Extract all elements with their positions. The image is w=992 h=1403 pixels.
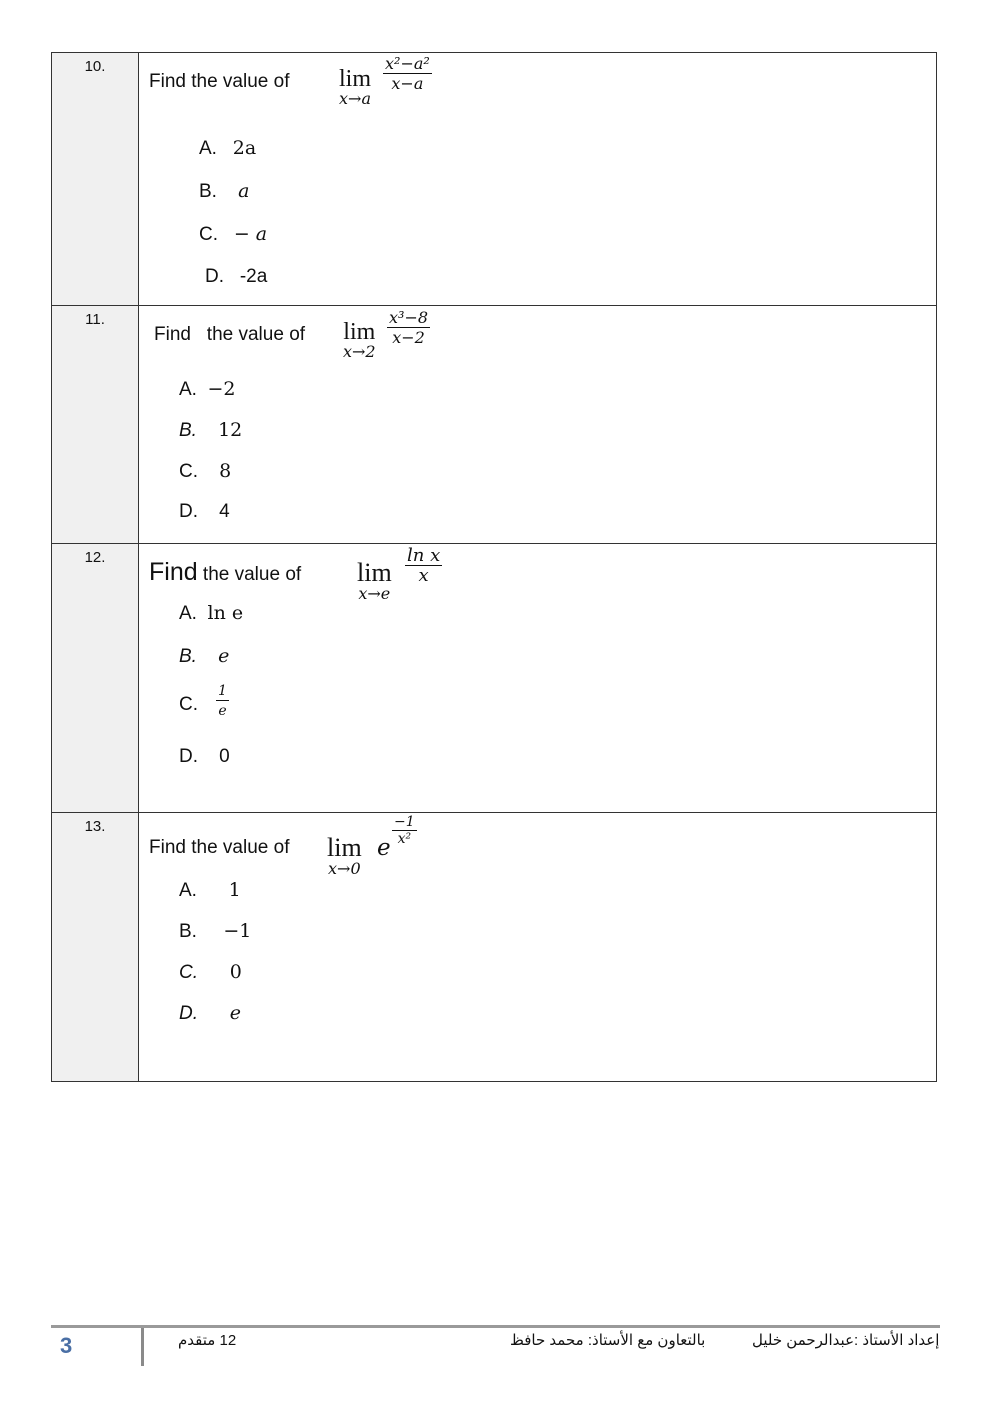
limit-fraction: $\frac{\text{x³−8}}{x-2}$ — [389, 308, 429, 347]
question-number: 10. — [52, 53, 139, 305]
question-stem: Find the value of — [149, 558, 302, 586]
question-row — [52, 53, 936, 305]
footer-author: إعداد الأستاذ :عبدالرحمن خليل — [752, 1332, 940, 1349]
question-stem: Find the value of — [149, 71, 290, 92]
limit-operator: lim x→0 — [327, 833, 362, 878]
option-d: D. 4 — [179, 501, 230, 522]
footer-separator — [141, 1328, 144, 1366]
question-stem: Find the value of — [154, 324, 306, 345]
question-content — [139, 813, 936, 1081]
exponent-fraction: $\frac{-1}{\text{x²}}$ — [394, 814, 415, 847]
question-row — [52, 305, 936, 543]
footer-collaboration: بالتعاون مع الأستاذ: محمد حافظ — [510, 1332, 706, 1349]
question-content — [139, 544, 936, 812]
option-c: C. 0 — [179, 961, 242, 983]
option-c-fraction: $\frac{1}{e}$ — [218, 683, 227, 719]
question-row — [52, 543, 936, 812]
option-a: A. ln e — [179, 602, 244, 624]
limit-operator: lim x→a — [339, 66, 372, 108]
questions-table — [51, 52, 937, 1082]
option-b: B. e — [179, 645, 230, 667]
option-c: C. 8 — [179, 460, 232, 482]
option-a: A. 1 — [179, 879, 241, 901]
option-c: C. − a — [199, 223, 268, 245]
footer-grade: 12 متقدم — [178, 1332, 237, 1349]
limit-operator: lim x→e — [357, 558, 392, 603]
question-content — [139, 53, 936, 305]
question-number: 13. — [52, 813, 139, 1081]
question-number: 11. — [52, 306, 139, 543]
option-b: B. 12 — [179, 419, 243, 441]
option-b: B. a — [199, 180, 250, 202]
exp-base: e — [377, 835, 391, 861]
option-d: D. -2a — [205, 266, 268, 287]
option-d: D. e — [179, 1002, 241, 1024]
option-c: C. — [179, 694, 198, 715]
option-b: B. −1 — [179, 920, 252, 942]
limit-fraction: $\frac{\text{x²−a²}}{x-a}$ — [385, 54, 430, 93]
page-number: 3 — [60, 1333, 73, 1358]
limit-operator: lim x→2 — [343, 319, 376, 361]
question-number: 12. — [52, 544, 139, 812]
footer-rule — [51, 1325, 940, 1328]
option-d: D. 0 — [179, 746, 230, 767]
question-content — [139, 306, 936, 543]
option-a: A. 2a — [199, 137, 257, 159]
limit-fraction: $\frac{\text{ln x}}{x}$ — [407, 545, 441, 586]
question-row — [52, 812, 936, 1081]
question-stem: Find the value of — [149, 837, 290, 858]
option-a: A. −2 — [179, 378, 236, 400]
